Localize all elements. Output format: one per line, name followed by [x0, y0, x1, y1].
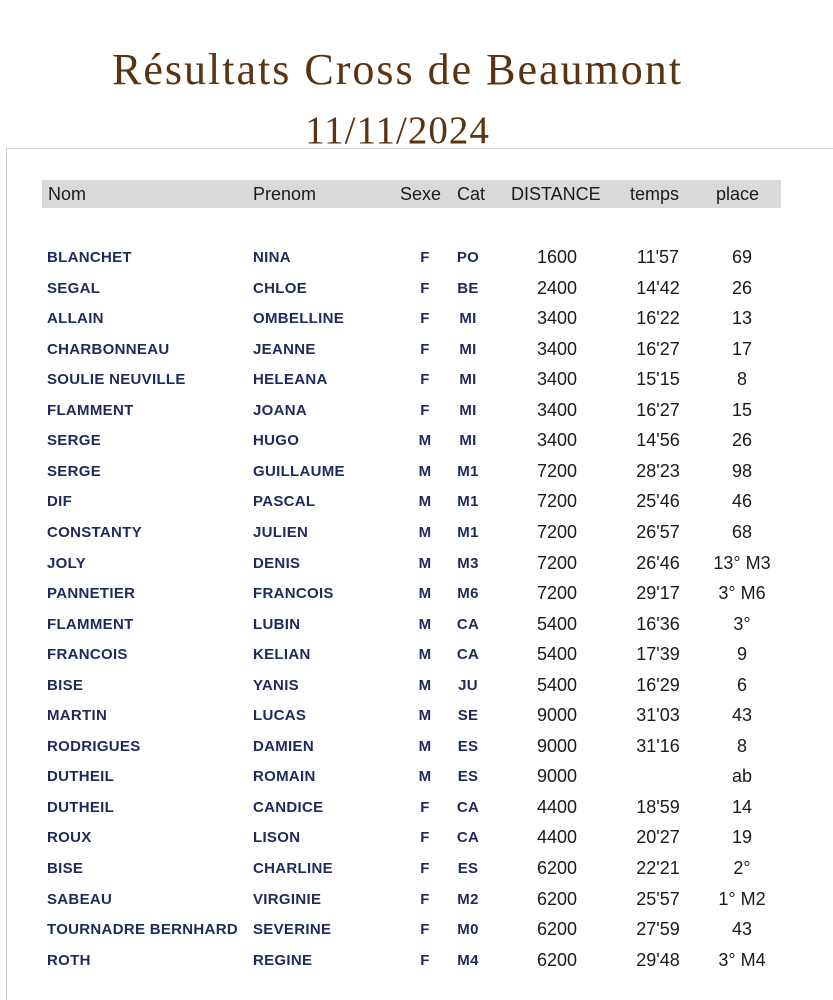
cell-nom: JOLY: [47, 554, 87, 572]
cell-temps: 16'22: [636, 308, 680, 329]
cell-distance: 7200: [536, 583, 578, 604]
cell-cat: ES: [457, 737, 479, 755]
cell-distance: 6200: [536, 949, 578, 970]
table-row: [0, 338, 833, 368]
table-row: [0, 704, 833, 734]
cell-sexe: F: [420, 951, 430, 969]
cell-place: 19: [731, 827, 753, 848]
cell-prenom: GUILLAUME: [253, 462, 345, 480]
cell-distance: 6200: [536, 888, 578, 909]
cell-cat: M4: [457, 951, 479, 969]
cell-distance: 9000: [536, 705, 578, 726]
table-row: [0, 796, 833, 826]
cell-sexe: M: [418, 676, 432, 694]
cell-nom: BISE: [47, 676, 84, 694]
cell-cat: M1: [457, 493, 479, 511]
cell-nom: CONSTANTY: [47, 523, 142, 541]
cell-nom: ALLAIN: [47, 310, 104, 328]
cell-temps: 26'46: [636, 552, 680, 573]
cell-nom: SERGE: [47, 462, 102, 480]
cell-distance: 6200: [536, 919, 578, 940]
table-row: [0, 857, 833, 887]
table-row: [0, 246, 833, 276]
cell-cat: MI: [459, 432, 477, 450]
column-header-nom: Nom: [48, 184, 87, 204]
cell-place: 2°: [733, 858, 751, 878]
cell-place: 3°: [733, 613, 751, 634]
cell-place: 8: [736, 735, 747, 756]
cell-place: 26: [731, 277, 753, 298]
cell-distance: 5400: [536, 613, 578, 634]
cell-nom: MARTIN: [47, 707, 108, 725]
table-row: [0, 735, 833, 765]
cell-place: 6: [736, 674, 747, 695]
cell-place: 3° M6: [718, 583, 766, 604]
table-row: [0, 368, 833, 398]
cell-prenom: LUBIN: [253, 615, 301, 633]
cell-distance: 3400: [536, 430, 578, 451]
table-row: [0, 552, 833, 582]
cell-prenom: JEANNE: [253, 340, 316, 358]
cell-cat: JU: [458, 676, 478, 694]
cell-sexe: F: [420, 249, 430, 266]
cell-sexe: F: [420, 860, 430, 877]
table-row: [0, 307, 833, 337]
cell-prenom: DENIS: [253, 554, 301, 572]
cell-place: 14: [731, 796, 753, 817]
cell-nom: DUTHEIL: [47, 798, 115, 816]
column-header-place: place: [716, 184, 760, 204]
cell-cat: MI: [459, 340, 477, 358]
cell-temps: 28'23: [636, 460, 680, 481]
cell-cat: ES: [457, 860, 479, 877]
cell-sexe: F: [420, 890, 430, 908]
cell-temps: 20'27: [636, 827, 680, 848]
cell-place: 26: [731, 430, 753, 451]
cell-temps: 25'57: [636, 888, 680, 909]
cell-place: 69: [731, 247, 753, 267]
cell-cat: SE: [457, 707, 479, 725]
cell-sexe: M: [418, 737, 432, 755]
cell-prenom: JULIEN: [253, 523, 309, 541]
cell-prenom: JOANA: [253, 401, 308, 419]
cell-cat: CA: [456, 646, 480, 664]
cell-prenom: OMBELLINE: [253, 310, 345, 328]
cell-temps: 18'59: [636, 796, 680, 817]
cell-sexe: M: [418, 462, 432, 480]
cell-sexe: M: [418, 615, 432, 633]
cell-nom: FLAMMENT: [47, 401, 134, 419]
cell-sexe: F: [420, 279, 430, 297]
cell-prenom: YANIS: [253, 676, 299, 694]
cell-cat: PO: [456, 249, 480, 266]
cell-cat: ES: [457, 768, 479, 786]
table-row: [0, 613, 833, 643]
cell-sexe: M: [418, 707, 432, 725]
cell-prenom: CANDICE: [253, 798, 324, 816]
cell-distance: 7200: [536, 552, 578, 573]
cell-sexe: F: [420, 310, 430, 328]
cell-cat: M3: [457, 554, 479, 572]
table-row: [0, 399, 833, 429]
table-row: [0, 888, 833, 918]
cell-distance: 7200: [536, 521, 578, 542]
cell-nom: ROTH: [47, 951, 91, 969]
event-date: 11/11/2024: [305, 109, 490, 152]
cell-distance: 7200: [536, 491, 578, 512]
cell-cat: M2: [457, 890, 479, 908]
cell-place: 13: [731, 308, 753, 329]
cell-sexe: M: [418, 646, 432, 664]
cell-temps: 29'48: [636, 949, 680, 970]
cell-sexe: M: [418, 768, 432, 786]
cell-prenom: REGINE: [253, 951, 313, 969]
cell-prenom: FRANCOIS: [253, 585, 334, 603]
cell-prenom: HUGO: [253, 432, 300, 450]
cell-distance: 3400: [536, 338, 578, 359]
cell-nom: SEGAL: [47, 279, 101, 297]
cell-distance: 2400: [536, 277, 578, 298]
cell-place: 46: [731, 491, 753, 512]
cell-temps: 27'59: [636, 919, 680, 940]
cell-nom: DUTHEIL: [47, 768, 115, 786]
cell-place: 3° M4: [718, 949, 766, 970]
cell-prenom: DAMIEN: [253, 737, 314, 755]
cell-distance: 3400: [536, 399, 578, 420]
cell-distance: 4400: [536, 827, 578, 848]
cell-sexe: M: [418, 432, 432, 450]
cell-prenom: LISON: [253, 829, 301, 847]
cell-temps: 15'15: [636, 369, 680, 390]
cell-place: ab: [731, 766, 753, 787]
cell-cat: MI: [459, 401, 477, 419]
cell-place: 9: [736, 644, 747, 665]
cell-cat: BE: [457, 279, 479, 297]
cell-place: 1° M2: [718, 888, 766, 909]
cell-temps: 14'42: [636, 277, 680, 298]
cell-sexe: F: [420, 921, 430, 939]
cell-nom: SERGE: [47, 432, 102, 450]
cell-temps: 26'57: [636, 521, 680, 542]
cell-place: 8: [736, 369, 747, 390]
cell-nom: FRANCOIS: [47, 646, 128, 664]
cell-cat: M1: [457, 523, 479, 541]
cell-sexe: M: [418, 554, 432, 572]
cell-cat: M6: [457, 585, 479, 603]
cell-prenom: PASCAL: [253, 493, 316, 511]
cell-place: 43: [731, 919, 753, 940]
cell-prenom: NINA: [253, 249, 291, 266]
cell-temps: 16'27: [636, 399, 680, 420]
table-row: [0, 643, 833, 673]
cell-temps: 29'17: [636, 583, 680, 604]
table-row: [0, 765, 833, 795]
column-header-distance: DISTANCE: [511, 184, 601, 204]
cell-cat: CA: [456, 615, 480, 633]
table-row: [0, 521, 833, 551]
cell-temps: 31'16: [636, 735, 680, 756]
cell-prenom: SEVERINE: [253, 921, 332, 939]
cell-prenom: LUCAS: [253, 707, 307, 725]
table-row: [0, 826, 833, 856]
table-row: [0, 277, 833, 307]
cell-nom: SABEAU: [47, 890, 113, 908]
cell-cat: MI: [459, 310, 477, 328]
cell-sexe: M: [418, 523, 432, 541]
cell-distance: 5400: [536, 674, 578, 695]
cell-place: 17: [731, 338, 753, 359]
cell-distance: 5400: [536, 644, 578, 665]
cell-nom: BISE: [47, 860, 84, 877]
cell-temps: 14'56: [636, 430, 680, 451]
table-row: [0, 460, 833, 490]
column-header-sexe: Sexe: [400, 184, 442, 204]
cell-sexe: M: [418, 585, 432, 603]
cell-distance: 6200: [536, 858, 578, 878]
table-row: [0, 918, 833, 948]
cell-nom: RODRIGUES: [47, 737, 141, 755]
table-row: [0, 674, 833, 704]
cell-nom: TOURNADRE BERNHARD: [47, 921, 238, 939]
cell-temps: 16'36: [636, 613, 680, 634]
cell-distance: 3400: [536, 369, 578, 390]
cell-nom: PANNETIER: [47, 585, 136, 603]
column-header-cat: Cat: [457, 184, 486, 204]
cell-sexe: F: [420, 829, 430, 847]
cell-sexe: F: [420, 798, 430, 816]
cell-distance: 9000: [536, 735, 578, 756]
cell-cat: M0: [457, 921, 479, 939]
cell-temps: 16'27: [636, 338, 680, 359]
cell-cat: M1: [457, 462, 479, 480]
cell-distance: 1600: [536, 247, 578, 267]
cell-place: 98: [731, 460, 753, 481]
table-row: [0, 949, 833, 979]
table-row: [0, 429, 833, 459]
column-header-temps: temps: [630, 184, 680, 204]
cell-nom: ROUX: [47, 829, 92, 847]
cell-distance: 3400: [536, 308, 578, 329]
cell-nom: FLAMMENT: [47, 615, 134, 633]
cell-nom: SOULIE NEUVILLE: [47, 371, 186, 389]
cell-cat: CA: [456, 798, 480, 816]
cell-nom: DIF: [47, 493, 73, 511]
cell-prenom: CHLOE: [253, 279, 307, 297]
cell-cat: CA: [456, 829, 480, 847]
cell-place: 43: [731, 705, 753, 726]
cell-prenom: HELEANA: [253, 371, 328, 389]
cell-prenom: CHARLINE: [253, 860, 333, 877]
cell-place: 13° M3: [713, 552, 771, 573]
column-header-prenom: Prenom: [253, 184, 317, 204]
cell-sexe: F: [420, 401, 430, 419]
page-title: Résultats Cross de Beaumont: [112, 45, 683, 94]
cell-prenom: ROMAIN: [253, 768, 316, 786]
cell-cat: MI: [459, 371, 477, 389]
cell-prenom: KELIAN: [253, 646, 311, 664]
cell-sexe: F: [420, 340, 430, 358]
cell-distance: 9000: [536, 766, 578, 787]
cell-place: 68: [731, 521, 753, 542]
cell-nom: CHARBONNEAU: [47, 340, 170, 358]
cell-temps: 31'03: [636, 705, 680, 726]
cell-sexe: M: [418, 493, 432, 511]
cell-temps: 17'39: [636, 644, 680, 665]
cell-temps: 25'46: [636, 491, 680, 512]
cell-distance: 4400: [536, 796, 578, 817]
table-row: [0, 490, 833, 520]
cell-temps: 16'29: [636, 674, 680, 695]
cell-temps: 11'57: [636, 247, 680, 267]
cell-prenom: VIRGINIE: [253, 890, 322, 908]
cell-place: 15: [731, 399, 753, 420]
cell-sexe: F: [420, 371, 430, 389]
table-row: [0, 582, 833, 612]
cell-distance: 7200: [536, 460, 578, 481]
cell-nom: BLANCHET: [47, 249, 132, 266]
cell-temps: 22'21: [636, 858, 680, 878]
